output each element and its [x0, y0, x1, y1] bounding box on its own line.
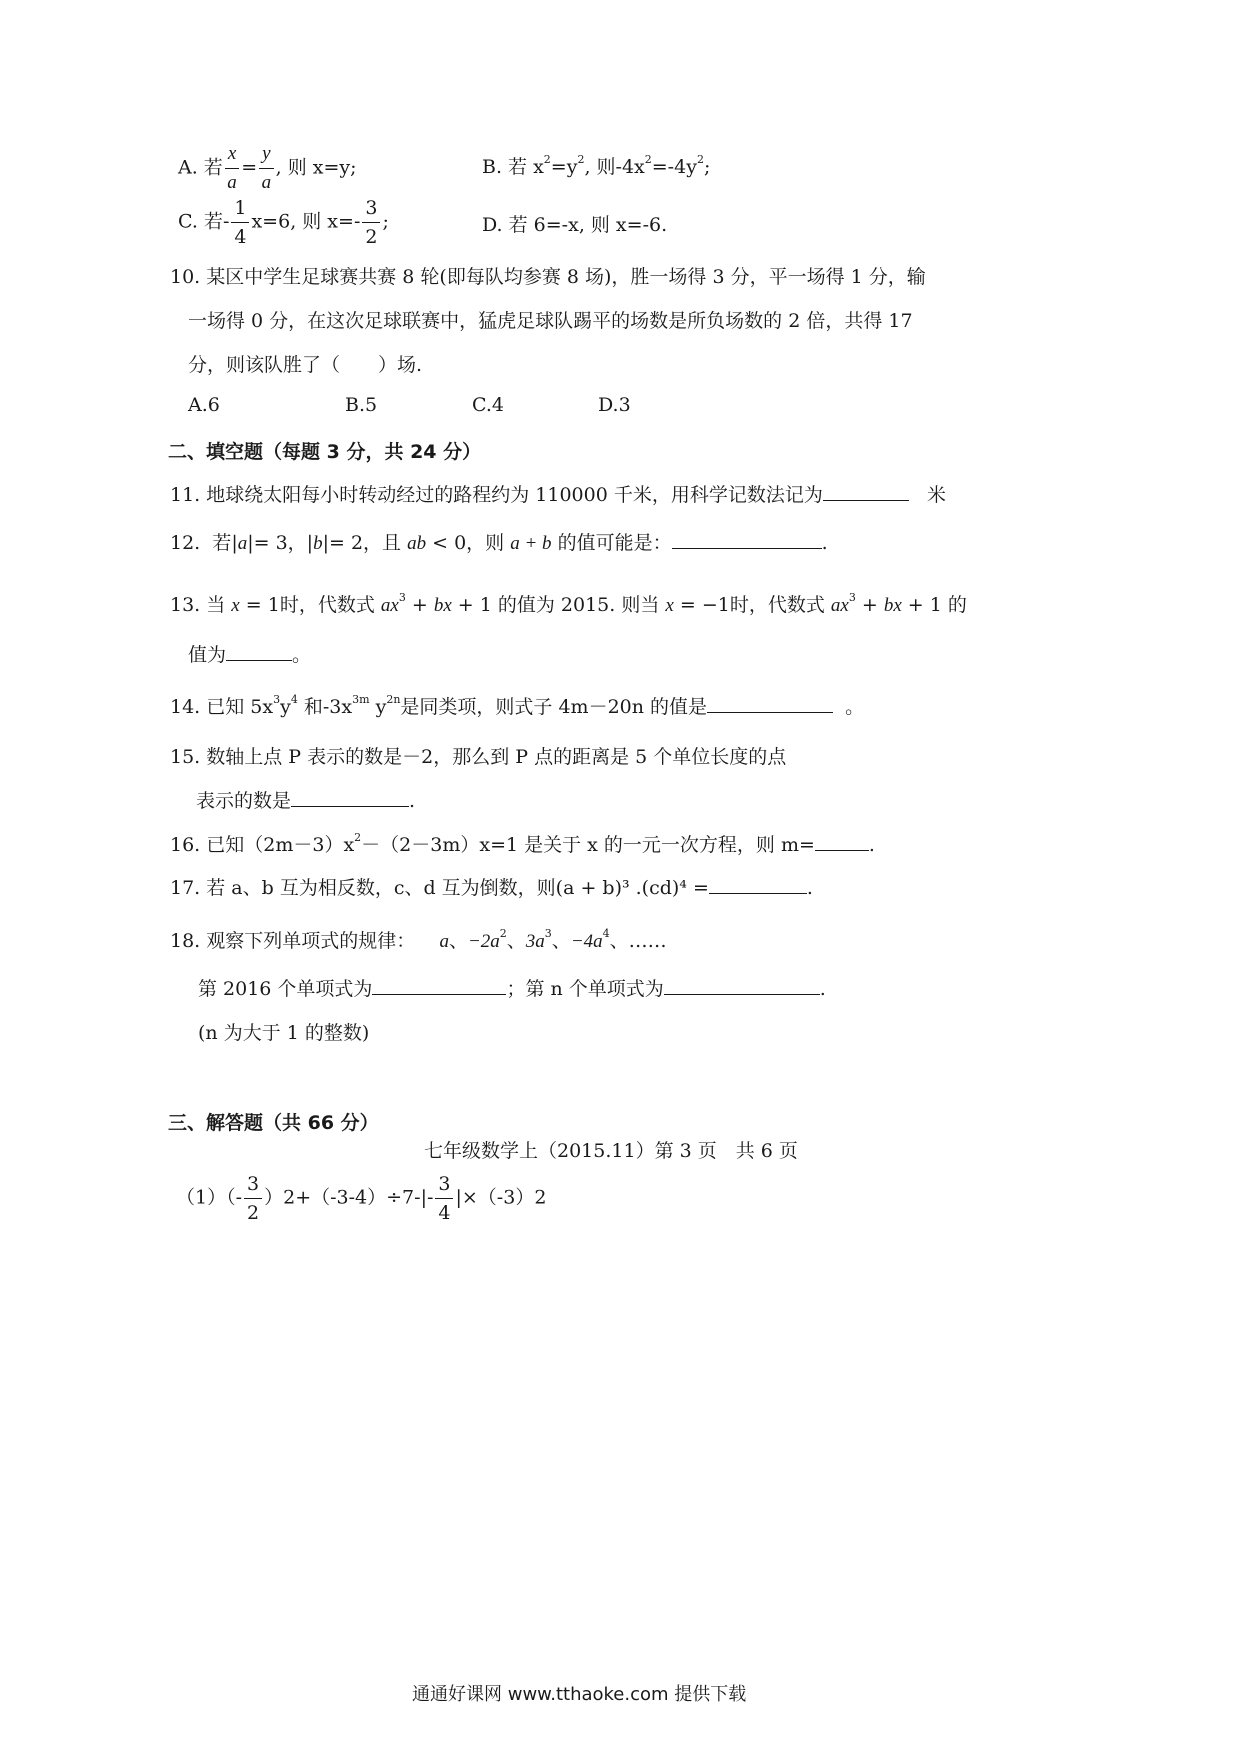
text: 18. 观察下列单项式的规律： [170, 930, 416, 952]
text: 表示的数是 [196, 790, 292, 812]
denominator: a [227, 172, 237, 193]
fraction [435, 1170, 453, 1227]
q10-option-c: C.4 [472, 394, 504, 416]
text: C. 若- [178, 210, 230, 233]
text: 第 2016 个单项式为 [198, 978, 373, 1000]
q16 [170, 830, 875, 857]
text: + 1 的值为 2015. 则当 [451, 594, 666, 616]
term: −4a [570, 931, 603, 952]
numerator: 3 [435, 1170, 453, 1199]
text: . [806, 877, 813, 899]
answer-blank [707, 694, 833, 713]
unit: 米 [927, 484, 947, 506]
var: b [313, 533, 323, 554]
text: ; [703, 156, 711, 178]
sup: 4 [602, 927, 610, 940]
q13-line2 [188, 640, 311, 667]
text: ; [382, 210, 389, 233]
answer-blank [672, 530, 822, 549]
text: 是同类项，则式子 4m－20n 的值是 [400, 696, 708, 718]
text: + [855, 594, 884, 616]
text: . [821, 532, 828, 554]
text: ）2+（-3-4）÷7-|- [264, 1186, 434, 1209]
q9-option-c [178, 194, 389, 251]
sup: 4 [290, 693, 298, 706]
q15-line2 [196, 786, 415, 813]
term: 3a [525, 931, 545, 952]
q10-line2: 一场得 0 分，在这次足球联赛中，猛虎足球队踢平的场数是所负场数的 2 倍，共得 17 [188, 310, 913, 332]
answer-blank [372, 976, 506, 995]
answer-blank [226, 642, 292, 661]
text: －（2－3m）x=1 是关于 x 的一元一次方程，则 m= [361, 834, 815, 856]
text: B. 若 x [482, 156, 544, 178]
text: , 则-4x [584, 156, 645, 178]
text: 和-3x [297, 696, 353, 718]
q17 [170, 873, 813, 900]
q9-option-d: D. 若 6=-x, 则 x=-6. [482, 214, 668, 236]
text: + [405, 594, 434, 616]
q10-option-b: B.5 [345, 394, 378, 416]
fraction [225, 140, 239, 197]
q10-line3: 分，则该队胜了（ ）场. [188, 354, 423, 376]
q14 [170, 692, 864, 719]
sup: 2 [696, 153, 704, 166]
text: . [868, 834, 875, 856]
text: 、 [551, 930, 571, 952]
numerator: 1 [231, 194, 249, 223]
text: . [819, 978, 826, 1000]
q15-line1: 15. 数轴上点 P 表示的数是－2，那么到 P 点的距离是 5 个单位长度的点 [170, 746, 787, 768]
q18-line2 [198, 974, 826, 1001]
sup: 2 [577, 153, 585, 166]
q12 [170, 528, 828, 555]
fraction [231, 194, 249, 251]
term: −2a [467, 931, 500, 952]
answer-blank [291, 788, 409, 807]
text: y [369, 696, 387, 718]
denominator: 4 [438, 1202, 451, 1224]
text: =y [550, 156, 578, 178]
text: ；第 n 个单项式为 [506, 978, 664, 1000]
denominator: 2 [247, 1202, 260, 1224]
text: （1）（- [176, 1186, 243, 1209]
text: , 则 x=y; [275, 156, 357, 179]
term: a [439, 931, 449, 952]
text: + 1 的 [901, 594, 967, 616]
sup: 2 [644, 153, 652, 166]
text: |= 3，| [247, 532, 314, 554]
equals: = [241, 156, 258, 179]
denominator: 2 [365, 226, 378, 248]
fraction [259, 140, 273, 197]
text: 17. 若 a、b 互为相反数，c、d 互为倒数，则(a + b)³ .(cd)⁴ = [170, 877, 709, 899]
var: x [231, 595, 240, 616]
var: ax [380, 595, 399, 616]
section-title-fill-in: 二、填空题（每题 3 分，共 24 分） [168, 441, 482, 463]
sup: 3 [544, 927, 552, 940]
text: = 1时，代数式 [239, 594, 381, 616]
sup: 2 [499, 927, 507, 940]
numerator: 3 [362, 194, 380, 223]
var: bx [883, 595, 902, 616]
text: 14. 已知 5x [170, 696, 274, 718]
numerator: 3 [244, 1170, 262, 1199]
text: 、…… [609, 930, 667, 952]
text: = −1时，代数式 [673, 594, 831, 616]
answer-blank [823, 482, 909, 501]
numerator: y [259, 140, 273, 169]
sup: 3 [848, 591, 856, 604]
sup: 3m [352, 693, 370, 706]
var: x [665, 595, 674, 616]
text: 13. 当 [170, 594, 232, 616]
var: ab [407, 533, 427, 554]
answer-blank [664, 976, 820, 995]
text: 16. 已知（2m－3）x [170, 834, 355, 856]
text: 。 [845, 696, 865, 718]
answer-blank [815, 832, 869, 851]
var: a + b [510, 533, 552, 554]
text: . [409, 790, 416, 812]
denominator: a [261, 172, 272, 193]
text: =-4y [651, 156, 697, 178]
download-footer: 通通好课网 www.tthaoke.com 提供下载 [412, 1684, 747, 1705]
sup: 2n [386, 693, 401, 706]
text: 、 [506, 930, 526, 952]
text: 11. 地球绕太阳每小时转动经过的路程约为 110000 千米，用科学记数法记为 [170, 484, 823, 506]
sup: 3 [273, 693, 281, 706]
text: 若| [212, 532, 238, 554]
sup: 2 [543, 153, 551, 166]
q18-line3: (n 为大于 1 的整数) [198, 1022, 370, 1044]
q19-part1 [176, 1170, 546, 1227]
text: x=6, 则 x=- [251, 210, 361, 233]
text: 三、解答题（共 66 分） [168, 1112, 379, 1134]
denominator: 4 [234, 226, 247, 248]
text: 。 [292, 644, 312, 666]
text: 七年级数学上（2015.11）第 3 页 共 6 页 [424, 1140, 798, 1162]
page-number-cut [424, 1140, 798, 1162]
text: A. 若 [178, 156, 223, 179]
numerator: x [225, 140, 239, 169]
sup: 3 [398, 591, 406, 604]
fraction [244, 1170, 262, 1227]
q13-line1 [170, 590, 967, 617]
q9-option-b [482, 152, 710, 179]
text: |= 2，且 [322, 532, 408, 554]
answer-blank [709, 875, 807, 894]
sup: 2 [354, 831, 362, 844]
var: ax [830, 595, 849, 616]
text: 12. [170, 532, 201, 554]
text: 的值可能是： [551, 532, 672, 554]
var: bx [433, 595, 452, 616]
text: < 0，则 [426, 532, 511, 554]
var: a [237, 533, 248, 554]
q10-line1: 10. 某区中学生足球赛共赛 8 轮(即每队均参赛 8 场)，胜一场得 3 分，平一场得 1 分，输 [170, 266, 926, 288]
section-title-answer-cut [168, 1108, 379, 1134]
q10-option-a: A.6 [188, 394, 220, 416]
fraction [362, 194, 380, 251]
q9-option-a [178, 140, 357, 197]
text: 值为 [188, 644, 227, 666]
q11 [170, 480, 946, 507]
text: y [280, 696, 291, 718]
text: 、 [448, 930, 468, 952]
q10-option-d: D.3 [598, 394, 631, 416]
text: |×（-3）2 [455, 1186, 547, 1209]
q18-line1 [170, 926, 667, 953]
